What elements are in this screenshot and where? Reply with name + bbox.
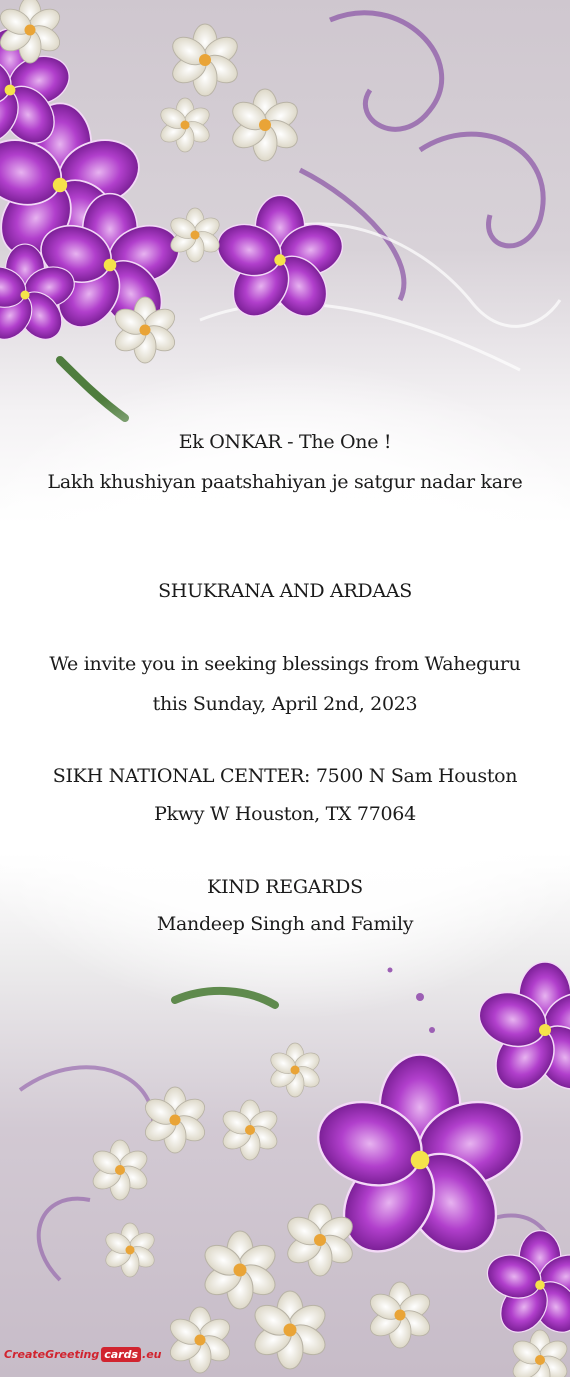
signature-family: Mandeep Singh and Family	[156, 913, 414, 935]
heading-shukrana: SHUKRANA AND ARDAAS	[158, 580, 412, 602]
invite-line-2: this Sunday, April 2nd, 2023	[152, 693, 418, 715]
creategreetingcards-logo[interactable]	[4, 1347, 162, 1362]
line-ek-onkar: Ek ONKAR - The One !	[178, 431, 392, 453]
logo-cards-text: cards	[101, 1347, 141, 1362]
invite-line-1: We invite you in seeking blessings from Waheguru	[49, 653, 521, 675]
logo-eu-text: .eu	[142, 1348, 162, 1361]
closing-kind-regards: KIND REGARDS	[207, 876, 363, 898]
logo-create-text: CreateGreeting	[4, 1348, 100, 1361]
venue-line-1: SIKH NATIONAL CENTER: 7500 N Sam Houston	[52, 765, 518, 787]
line-lakh-khushiyan: Lakh khushiyan paatshahiyan je satgur nadar kare	[47, 471, 523, 493]
venue-line-2: Pkwy W Houston, TX 77064	[154, 803, 416, 825]
